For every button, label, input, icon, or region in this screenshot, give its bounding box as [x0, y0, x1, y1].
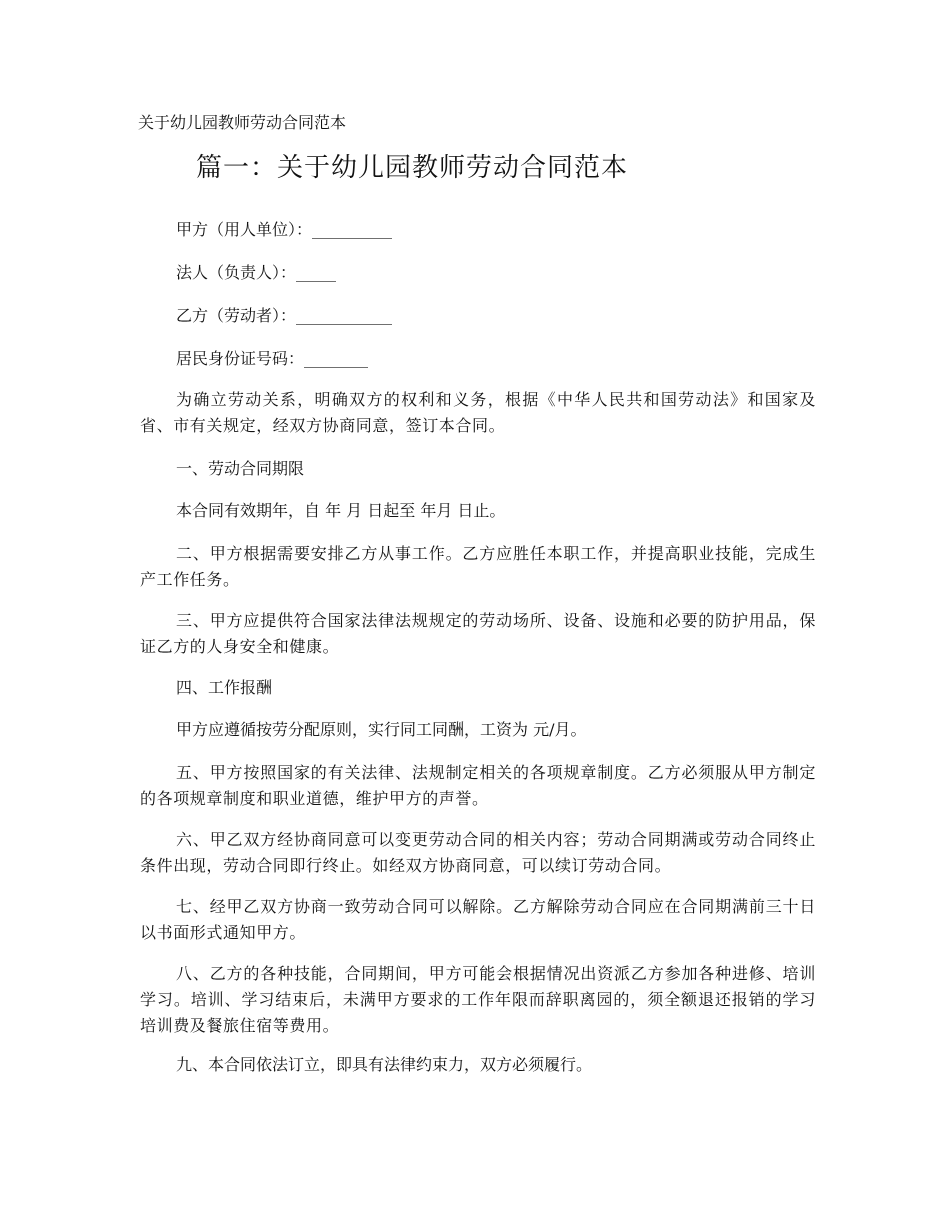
- section-heading-term: 一、劳动合同期限: [176, 459, 305, 478]
- section-paragraph-5: 五、甲方按照国家的有关法律、法规制定相关的各项规章制度。乙方必须服从甲方制定的各项规章制度和职业道德，维护甲方的声誉。: [140, 763, 816, 808]
- section-paragraph-2: 二、甲方根据需要安排乙方从事工作。乙方应胜任本职工作，并提高职业技能，完成生产工作任务。: [140, 544, 816, 589]
- field-party-a: 甲方（用人单位）：__________: [176, 220, 393, 239]
- section-text-pay: 甲方应遵循按劳分配原则，实行同工同酬，工资为 元/月。: [176, 720, 587, 739]
- field-id-number: 居民身份证号码：________: [176, 349, 369, 368]
- section-text-9: 九、本合同依法订立，即具有法律约束力，双方必须履行。: [176, 1055, 593, 1074]
- intro-paragraph: 为确立劳动关系，明确双方的权利和义务，根据《中华人民共和国劳动法》和国家及省、市有关规定，经双方协商同意，签订本合同。: [140, 390, 816, 435]
- section-heading-pay: 四、工作报酬: [176, 678, 273, 697]
- document-title: 篇一：关于幼儿园教师劳动合同范本: [196, 153, 629, 183]
- section-paragraph-7: 七、经甲乙双方协商一致劳动合同可以解除。乙方解除劳动合同应在合同期满前三十日以书面形式通知甲方。: [140, 897, 816, 942]
- section-text-term: 本合同有效期年，自 年 月 日起至 年月 日止。: [176, 501, 506, 520]
- document-header: 关于幼儿园教师劳动合同范本: [138, 113, 347, 132]
- section-paragraph-3: 三、甲方应提供符合国家法律法规规定的劳动场所、设备、设施和必要的防护用品，保证乙方的人身安全和健康。: [140, 611, 816, 656]
- section-paragraph-6: 六、甲乙双方经协商同意可以变更劳动合同的相关内容；劳动合同期满或劳动合同终止条件出现，劳动合同即行终止。如经双方协商同意，可以续订劳动合同。: [140, 830, 816, 875]
- field-party-b: 乙方（劳动者）：____________: [176, 306, 393, 325]
- field-legal-representative: 法人（负责人）：_____: [176, 263, 337, 282]
- section-paragraph-8: 八、乙方的各种技能，合同期间，甲方可能会根据情况出资派乙方参加各种进修、培训学习。培训、学习结束后，未满甲方要求的工作年限而辞职离园的，须全额退还报销的学习培训费及餐旅住宿等费用。: [140, 964, 816, 1035]
